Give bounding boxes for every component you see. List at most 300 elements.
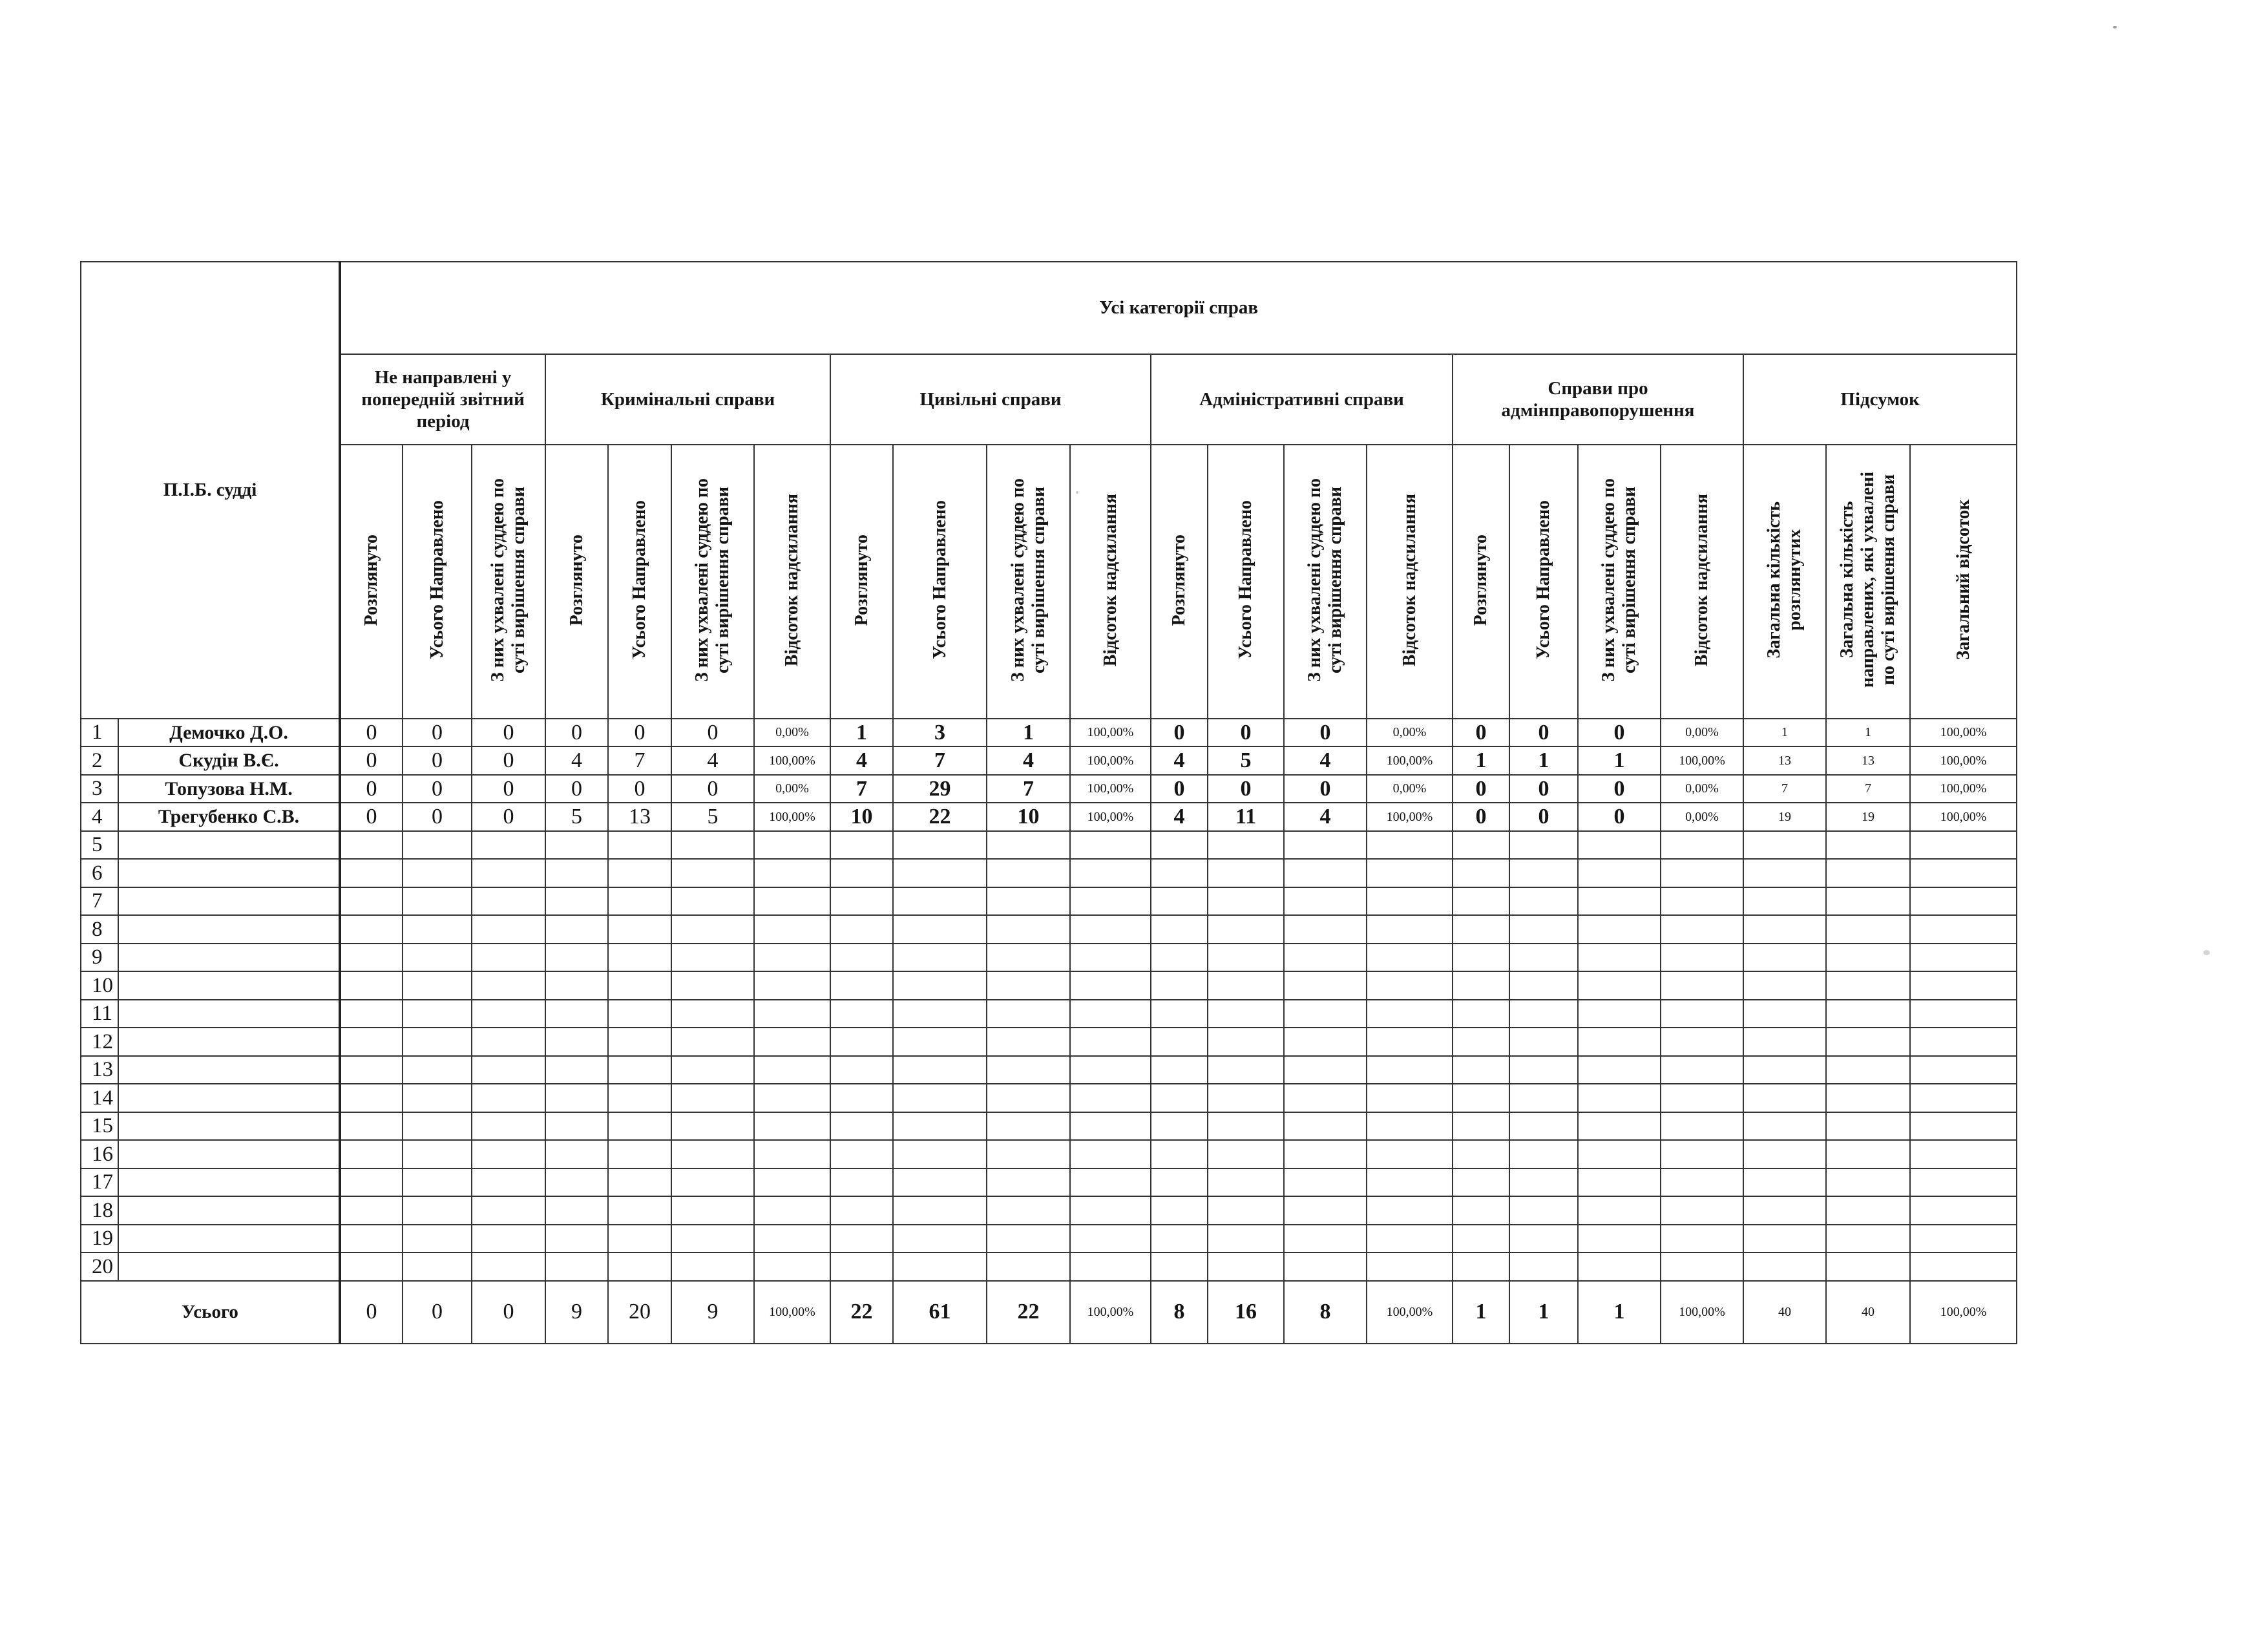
cell-value xyxy=(1367,1252,1453,1281)
cell-value xyxy=(1284,1000,1367,1028)
cell-value xyxy=(472,859,545,887)
cell-value xyxy=(1743,1000,1826,1028)
cell-value xyxy=(1367,1028,1453,1056)
cell-value xyxy=(1151,1252,1208,1281)
table-row xyxy=(81,1140,2017,1168)
cell-value xyxy=(1509,1028,1578,1056)
subheader-text: Розглянуто xyxy=(361,534,382,626)
cell-value xyxy=(1661,971,1743,1000)
subheader-total-sent xyxy=(608,445,671,719)
cell-value xyxy=(1509,1084,1578,1112)
subheader-decided-on-merits xyxy=(472,445,545,719)
group-header-administrative: Адміністративні справи xyxy=(1151,354,1453,445)
cell-value xyxy=(1453,1000,1509,1028)
cell-value xyxy=(1661,887,1743,916)
cell-value: 1 xyxy=(1509,746,1578,775)
subheader-text: З них ухвалені суддею по суті вирішення справи xyxy=(488,478,529,682)
cell-value xyxy=(472,1056,545,1084)
judge-name xyxy=(118,1168,340,1197)
cell-value xyxy=(1208,1225,1284,1253)
cell-value xyxy=(545,1225,608,1253)
cell-value xyxy=(1661,1225,1743,1253)
cell-value: 0 xyxy=(403,775,472,803)
cell-value: 100,00% xyxy=(1910,746,2017,775)
cell-value xyxy=(545,859,608,887)
cell-value xyxy=(1453,1196,1509,1225)
row-number: 13 xyxy=(81,1056,118,1084)
cell-value: 0 xyxy=(1578,803,1661,831)
cell-value xyxy=(671,831,754,860)
cell-value xyxy=(1509,887,1578,916)
subheader-considered xyxy=(1151,445,1208,719)
cell-value xyxy=(754,831,830,860)
subheader-decided-on-merits xyxy=(1284,445,1367,719)
table-row xyxy=(81,1000,2017,1028)
cell-value: 0 xyxy=(1151,719,1208,747)
cell-value xyxy=(893,915,987,944)
cell-value xyxy=(893,1225,987,1253)
cell-value: 100,00% xyxy=(1910,719,2017,747)
cell-value: 10 xyxy=(987,803,1070,831)
cell-value xyxy=(1509,1000,1578,1028)
cell-value xyxy=(830,1056,893,1084)
cell-value xyxy=(1070,859,1151,887)
cell-value xyxy=(340,1084,403,1112)
cell-value xyxy=(1578,1084,1661,1112)
cell-value xyxy=(1367,971,1453,1000)
cell-value xyxy=(1208,1252,1284,1281)
total-value: 20 xyxy=(608,1281,671,1344)
table-row xyxy=(81,1028,2017,1056)
cell-value xyxy=(1367,887,1453,916)
cell-value xyxy=(1661,1000,1743,1028)
group-header-summary: Підсумок xyxy=(1743,354,2017,445)
cell-value xyxy=(671,1225,754,1253)
cell-value xyxy=(1208,1168,1284,1197)
table-row xyxy=(81,915,2017,944)
cell-value xyxy=(608,1196,671,1225)
cell-value xyxy=(1910,887,2017,916)
cell-value: 0 xyxy=(671,719,754,747)
subheader-total-sent xyxy=(893,445,987,719)
row-number: 20 xyxy=(81,1252,118,1281)
cell-value xyxy=(671,1028,754,1056)
cell-value xyxy=(608,1084,671,1112)
cell-value xyxy=(671,859,754,887)
judge-name xyxy=(118,1196,340,1225)
cell-value xyxy=(608,1112,671,1141)
subheader-summary-total-considered xyxy=(1743,445,1826,719)
cell-value xyxy=(1578,944,1661,972)
judge-name xyxy=(118,887,340,916)
cell-value xyxy=(340,1056,403,1084)
row-number: 1 xyxy=(81,719,118,747)
cell-value xyxy=(1743,1252,1826,1281)
cell-value: 4 xyxy=(830,746,893,775)
cell-value xyxy=(987,1056,1070,1084)
cell-value xyxy=(671,1084,754,1112)
cell-value xyxy=(1208,915,1284,944)
cell-value xyxy=(340,1168,403,1197)
cell-value xyxy=(671,1056,754,1084)
cell-value: 1 xyxy=(1578,746,1661,775)
cell-value xyxy=(1826,831,1910,860)
cell-value xyxy=(403,859,472,887)
cell-value: 7 xyxy=(987,775,1070,803)
row-number: 7 xyxy=(81,887,118,916)
judge-name xyxy=(118,1000,340,1028)
cell-value: 1 xyxy=(1826,719,1910,747)
group-header-unsent-previous: Не направлені у попередній звітний період xyxy=(340,354,545,445)
row-number: 2 xyxy=(81,746,118,775)
cell-value xyxy=(472,1112,545,1141)
cell-value: 0 xyxy=(671,775,754,803)
total-value: 8 xyxy=(1151,1281,1208,1344)
cell-value xyxy=(1578,915,1661,944)
total-value: 22 xyxy=(830,1281,893,1344)
subheader-decided-on-merits xyxy=(671,445,754,719)
subheader-text: Загальна кількість направлених, які ухвалені по суті вирішення справи xyxy=(1837,472,1899,688)
subheader-considered xyxy=(340,445,403,719)
subheader-row xyxy=(81,445,2017,719)
cell-value xyxy=(472,944,545,972)
cell-value xyxy=(340,1112,403,1141)
cell-value: 100,00% xyxy=(1661,746,1743,775)
cell-value: 0 xyxy=(340,803,403,831)
cell-value: 100,00% xyxy=(754,803,830,831)
cell-value xyxy=(1910,1252,2017,1281)
subheader-text: Усього Направлено xyxy=(929,500,950,660)
cell-value xyxy=(1661,944,1743,972)
total-value: 16 xyxy=(1208,1281,1284,1344)
cell-value xyxy=(1743,859,1826,887)
cell-value xyxy=(1070,1225,1151,1253)
subheader-text: Усього Направлено xyxy=(426,500,447,660)
cell-value xyxy=(987,831,1070,860)
cell-value: 0 xyxy=(608,775,671,803)
cell-value xyxy=(1208,971,1284,1000)
cell-value xyxy=(340,1000,403,1028)
total-value: 100,00% xyxy=(1661,1281,1743,1344)
cell-value xyxy=(403,831,472,860)
subheader-considered xyxy=(1453,445,1509,719)
cell-value: 0 xyxy=(1509,775,1578,803)
cell-value xyxy=(608,831,671,860)
cell-value xyxy=(1826,915,1910,944)
cell-value xyxy=(1453,915,1509,944)
cell-value xyxy=(1743,1168,1826,1197)
cell-value xyxy=(754,1140,830,1168)
judge-name xyxy=(118,859,340,887)
cell-value: 0 xyxy=(472,746,545,775)
cell-value xyxy=(1743,1196,1826,1225)
cell-value xyxy=(1453,1168,1509,1197)
cell-value: 0 xyxy=(340,775,403,803)
table-row xyxy=(81,1196,2017,1225)
cell-value xyxy=(754,1000,830,1028)
cell-value xyxy=(1826,1168,1910,1197)
subheader-text: Відсоток надсилання xyxy=(1100,493,1120,666)
cell-value xyxy=(1284,831,1367,860)
judge-name: Топузова Н.М. xyxy=(118,775,340,803)
cell-value xyxy=(1509,1140,1578,1168)
cell-value: 0 xyxy=(472,719,545,747)
cell-value: 1 xyxy=(987,719,1070,747)
cell-value xyxy=(830,1225,893,1253)
table-row xyxy=(81,1084,2017,1112)
cell-value xyxy=(893,1056,987,1084)
cell-value xyxy=(754,1112,830,1141)
cell-value xyxy=(472,1225,545,1253)
subheader-text: Розглянуто xyxy=(1471,534,1491,626)
cell-value: 19 xyxy=(1743,803,1826,831)
cell-value xyxy=(403,1000,472,1028)
cell-value xyxy=(1284,1112,1367,1141)
cell-value xyxy=(340,831,403,860)
cell-value xyxy=(545,1252,608,1281)
cell-value: 0 xyxy=(1509,719,1578,747)
cell-value xyxy=(1578,971,1661,1000)
cell-value: 0 xyxy=(472,803,545,831)
cell-value xyxy=(1661,1028,1743,1056)
cell-value xyxy=(1208,1084,1284,1112)
table-row xyxy=(81,944,2017,972)
judge-name xyxy=(118,1225,340,1253)
cell-value xyxy=(1743,971,1826,1000)
cell-value: 0 xyxy=(340,746,403,775)
cell-value xyxy=(1661,1140,1743,1168)
cell-value xyxy=(1453,887,1509,916)
table-row xyxy=(81,887,2017,916)
cell-value: 100,00% xyxy=(1367,746,1453,775)
cell-value xyxy=(893,1112,987,1141)
cell-value xyxy=(1910,859,2017,887)
cell-value: 100,00% xyxy=(1070,719,1151,747)
cell-value xyxy=(671,944,754,972)
cell-value xyxy=(1367,1140,1453,1168)
cell-value xyxy=(1743,944,1826,972)
cell-value xyxy=(1826,887,1910,916)
cell-value xyxy=(608,1028,671,1056)
cell-value xyxy=(1367,1056,1453,1084)
cell-value xyxy=(830,887,893,916)
cell-value xyxy=(1661,1196,1743,1225)
cell-value xyxy=(671,1196,754,1225)
cell-value: 0 xyxy=(403,746,472,775)
cell-value xyxy=(403,1252,472,1281)
judge-name xyxy=(118,831,340,860)
cell-value: 0 xyxy=(1453,775,1509,803)
subheader-text: Загальний відсоток xyxy=(1953,500,1973,660)
cell-value xyxy=(1284,1225,1367,1253)
cell-value xyxy=(1910,1084,2017,1112)
cell-value: 0,00% xyxy=(754,719,830,747)
cell-value xyxy=(1367,831,1453,860)
cell-value xyxy=(671,1140,754,1168)
cell-value xyxy=(1367,1000,1453,1028)
cell-value xyxy=(893,859,987,887)
subheader-text: Відсоток надсилання xyxy=(1692,493,1712,666)
total-value: 9 xyxy=(671,1281,754,1344)
cell-value xyxy=(340,1225,403,1253)
cell-value xyxy=(987,1225,1070,1253)
cell-value: 4 xyxy=(1284,803,1367,831)
cell-value xyxy=(893,887,987,916)
cell-value xyxy=(545,971,608,1000)
table-row xyxy=(81,803,2017,831)
cell-value xyxy=(671,1252,754,1281)
cell-value xyxy=(1826,1084,1910,1112)
cell-value xyxy=(1578,1140,1661,1168)
cell-value: 7 xyxy=(608,746,671,775)
cell-value xyxy=(893,944,987,972)
subheader-summary-total-sent xyxy=(1826,445,1910,719)
cell-value xyxy=(1661,859,1743,887)
cell-value xyxy=(1578,1168,1661,1197)
cell-value: 0,00% xyxy=(1367,719,1453,747)
cell-value xyxy=(893,1140,987,1168)
cell-value xyxy=(545,1140,608,1168)
cell-value: 1 xyxy=(1453,746,1509,775)
cell-value: 100,00% xyxy=(1367,803,1453,831)
cell-value xyxy=(1453,971,1509,1000)
table-row xyxy=(81,775,2017,803)
cell-value xyxy=(1453,831,1509,860)
cell-value xyxy=(1743,1084,1826,1112)
cell-value xyxy=(1578,1056,1661,1084)
cell-value: 100,00% xyxy=(1070,803,1151,831)
row-number: 8 xyxy=(81,915,118,944)
cell-value xyxy=(1070,1252,1151,1281)
scan-speck xyxy=(1076,491,1078,494)
subheader-text: Відсоток надсилання xyxy=(1399,493,1420,666)
cell-value xyxy=(893,1168,987,1197)
cell-value xyxy=(472,1140,545,1168)
cell-value xyxy=(754,1168,830,1197)
judge-name: Демочко Д.О. xyxy=(118,719,340,747)
cell-value xyxy=(1826,944,1910,972)
subheader-considered xyxy=(830,445,893,719)
row-number: 19 xyxy=(81,1225,118,1253)
cell-value xyxy=(1070,1056,1151,1084)
cell-value xyxy=(608,1056,671,1084)
cell-value xyxy=(545,1056,608,1084)
cell-value xyxy=(1910,1000,2017,1028)
scan-speck xyxy=(2203,950,2210,955)
cell-value xyxy=(1826,859,1910,887)
cell-value xyxy=(830,1140,893,1168)
cell-value xyxy=(987,859,1070,887)
cell-value xyxy=(1284,1168,1367,1197)
cell-value xyxy=(608,887,671,916)
cell-value: 4 xyxy=(987,746,1070,775)
judge-name: Трегубенко С.В. xyxy=(118,803,340,831)
cell-value xyxy=(1910,1056,2017,1084)
cell-value: 0 xyxy=(403,803,472,831)
cell-value: 11 xyxy=(1208,803,1284,831)
cell-value xyxy=(1578,1196,1661,1225)
cell-value xyxy=(1151,1196,1208,1225)
cell-value xyxy=(754,1225,830,1253)
cell-value xyxy=(403,971,472,1000)
cell-value xyxy=(1509,1196,1578,1225)
cell-value xyxy=(608,971,671,1000)
cell-value xyxy=(1284,887,1367,916)
cell-value xyxy=(1070,1028,1151,1056)
cell-value xyxy=(1743,1028,1826,1056)
cell-value xyxy=(1208,831,1284,860)
cell-value xyxy=(403,1140,472,1168)
cell-value xyxy=(403,944,472,972)
cell-value xyxy=(830,971,893,1000)
cell-value xyxy=(1910,1225,2017,1253)
cell-value xyxy=(1151,831,1208,860)
cell-value xyxy=(608,944,671,972)
cell-value xyxy=(1284,1084,1367,1112)
cell-value: 4 xyxy=(545,746,608,775)
cell-value: 0 xyxy=(403,719,472,747)
cell-value xyxy=(1208,1112,1284,1141)
total-value: 0 xyxy=(472,1281,545,1344)
cell-value xyxy=(1070,1196,1151,1225)
cell-value xyxy=(1151,1028,1208,1056)
subheader-text: Усього Направлено xyxy=(1533,500,1554,660)
scan-speck xyxy=(2113,26,2117,28)
row-number: 11 xyxy=(81,1000,118,1028)
cell-value xyxy=(1453,1225,1509,1253)
cell-value: 4 xyxy=(1151,746,1208,775)
row-number: 10 xyxy=(81,971,118,1000)
cell-value: 19 xyxy=(1826,803,1910,831)
table-row xyxy=(81,719,2017,747)
table-row xyxy=(81,859,2017,887)
subheader-sending-percent xyxy=(1070,445,1151,719)
cell-value xyxy=(1070,944,1151,972)
cell-value xyxy=(608,1225,671,1253)
cell-value xyxy=(1509,971,1578,1000)
total-value: 100,00% xyxy=(1367,1281,1453,1344)
cell-value: 7 xyxy=(1826,775,1910,803)
cell-value xyxy=(545,831,608,860)
cell-value xyxy=(1910,1028,2017,1056)
cell-value xyxy=(830,915,893,944)
cell-value xyxy=(403,1196,472,1225)
cell-value: 7 xyxy=(1743,775,1826,803)
judge-name xyxy=(118,1140,340,1168)
cell-value xyxy=(545,1168,608,1197)
cell-value: 0,00% xyxy=(1661,775,1743,803)
cell-value xyxy=(1578,1000,1661,1028)
cell-value xyxy=(472,1028,545,1056)
cell-value: 0 xyxy=(472,775,545,803)
cell-value: 1 xyxy=(830,719,893,747)
total-label: Усього xyxy=(81,1281,340,1344)
cell-value xyxy=(987,887,1070,916)
cell-value xyxy=(1578,1112,1661,1141)
cell-value xyxy=(1453,859,1509,887)
cell-value xyxy=(830,859,893,887)
total-value: 0 xyxy=(403,1281,472,1344)
total-value: 40 xyxy=(1826,1281,1910,1344)
cell-value xyxy=(830,1196,893,1225)
cell-value xyxy=(1151,1140,1208,1168)
cell-value xyxy=(754,859,830,887)
cell-value: 3 xyxy=(893,719,987,747)
cell-value xyxy=(472,1196,545,1225)
total-value: 1 xyxy=(1509,1281,1578,1344)
cell-value xyxy=(340,887,403,916)
cell-value xyxy=(340,1140,403,1168)
